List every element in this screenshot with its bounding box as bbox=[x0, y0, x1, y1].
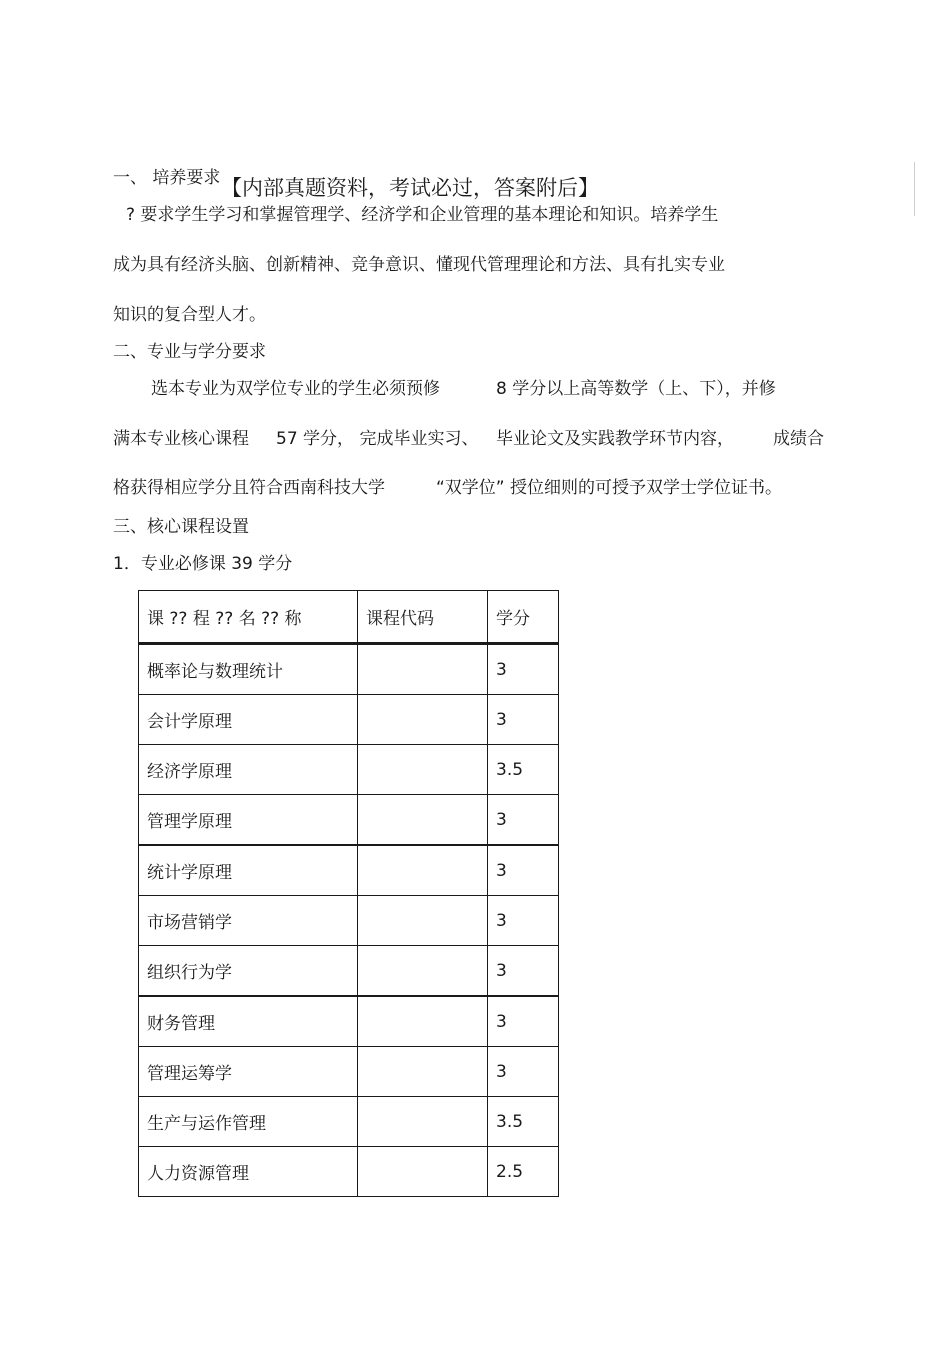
section-2-text-2a: 满本专业核心课程 bbox=[113, 429, 249, 449]
course-name-cell: 经济学原理 bbox=[139, 745, 358, 795]
header-credit: 学分 bbox=[488, 591, 559, 644]
course-name-cell: 概率论与数理统计 bbox=[139, 644, 358, 695]
table-row bbox=[139, 695, 559, 745]
section-2-text-1b: 8 学分以上高等数学（上、下），并修 bbox=[496, 379, 776, 399]
credit-cell: 3.5 bbox=[488, 745, 559, 795]
course-code-cell bbox=[358, 996, 488, 1047]
table-row bbox=[139, 845, 559, 896]
credit-cell: 3 bbox=[488, 1047, 559, 1097]
section-1-text-line-2: 成为具有经济头脑、创新精神、竞争意识、懂现代管理理论和方法、具有扎实专业 bbox=[113, 255, 725, 275]
section-2-text-2b: 57 学分， 完成毕业实习、 bbox=[276, 429, 479, 449]
course-code-cell bbox=[358, 644, 488, 695]
table-row bbox=[139, 1047, 559, 1097]
course-name-cell: 会计学原理 bbox=[139, 695, 358, 745]
section-2-text-2c: 毕业论文及实践教学环节内容， bbox=[496, 429, 734, 449]
table-row bbox=[139, 896, 559, 946]
table-row bbox=[139, 1097, 559, 1147]
course-code-cell bbox=[358, 1097, 488, 1147]
table-row bbox=[139, 946, 559, 997]
credit-cell: 3 bbox=[488, 795, 559, 846]
table-header-row bbox=[139, 591, 559, 644]
credit-cell: 3.5 bbox=[488, 1097, 559, 1147]
course-name-cell: 财务管理 bbox=[139, 996, 358, 1047]
table-row bbox=[139, 996, 559, 1047]
section-2-text-1a: 选本专业为双学位专业的学生必须预修 bbox=[151, 379, 440, 399]
credit-cell: 3 bbox=[488, 644, 559, 695]
subsection-1-heading: 1．专业必修课 39 学分 bbox=[113, 554, 293, 574]
course-code-cell bbox=[358, 1047, 488, 1097]
course-name-cell: 管理学原理 bbox=[139, 795, 358, 846]
section-1-text-line-3: 知识的复合型人才。 bbox=[113, 305, 266, 325]
course-name-cell: 统计学原理 bbox=[139, 845, 358, 896]
section-1-text-line-1: ? 要求学生学习和掌握管理学、经济学和企业管理的基本理论和知识。培养学生 bbox=[126, 205, 719, 225]
course-code-cell bbox=[358, 946, 488, 997]
section-3-heading: 三、核心课程设置 bbox=[113, 517, 249, 537]
section-2-heading: 二、专业与学分要求 bbox=[113, 342, 266, 362]
course-code-cell bbox=[358, 845, 488, 896]
section-2-text-3a: 格获得相应学分且符合西南科技大学 bbox=[113, 478, 385, 498]
credit-cell: 2.5 bbox=[488, 1147, 559, 1197]
course-code-cell bbox=[358, 1147, 488, 1197]
course-code-cell bbox=[358, 745, 488, 795]
course-name-cell: 组织行为学 bbox=[139, 946, 358, 997]
table-row bbox=[139, 795, 559, 846]
credit-cell: 3 bbox=[488, 845, 559, 896]
table-row bbox=[139, 1147, 559, 1197]
table-row bbox=[139, 745, 559, 795]
credit-cell: 3 bbox=[488, 896, 559, 946]
header-course-code: 课程代码 bbox=[358, 591, 488, 644]
course-code-cell bbox=[358, 896, 488, 946]
course-name-cell: 生产与运作管理 bbox=[139, 1097, 358, 1147]
course-name-cell: 管理运筹学 bbox=[139, 1047, 358, 1097]
credit-cell: 3 bbox=[488, 695, 559, 745]
course-name-cell: 市场营销学 bbox=[139, 896, 358, 946]
course-code-cell bbox=[358, 695, 488, 745]
page-edge-mark bbox=[914, 162, 915, 216]
course-table bbox=[138, 590, 559, 1197]
promo-banner: 【内部真题资料，考试必过，答案附后】 bbox=[221, 176, 599, 200]
course-code-cell bbox=[358, 795, 488, 846]
table-row bbox=[139, 644, 559, 695]
credit-cell: 3 bbox=[488, 996, 559, 1047]
header-course-name: 课 ?? 程 ?? 名 ?? 称 bbox=[139, 591, 358, 644]
section-2-text-3b: “双学位” 授位细则的可授予双学士学位证书。 bbox=[436, 478, 783, 498]
section-2-text-2d: 成绩合 bbox=[773, 429, 824, 449]
credit-cell: 3 bbox=[488, 946, 559, 997]
section-1-heading: 一、 培养要求 bbox=[113, 168, 221, 188]
course-name-cell: 人力资源管理 bbox=[139, 1147, 358, 1197]
